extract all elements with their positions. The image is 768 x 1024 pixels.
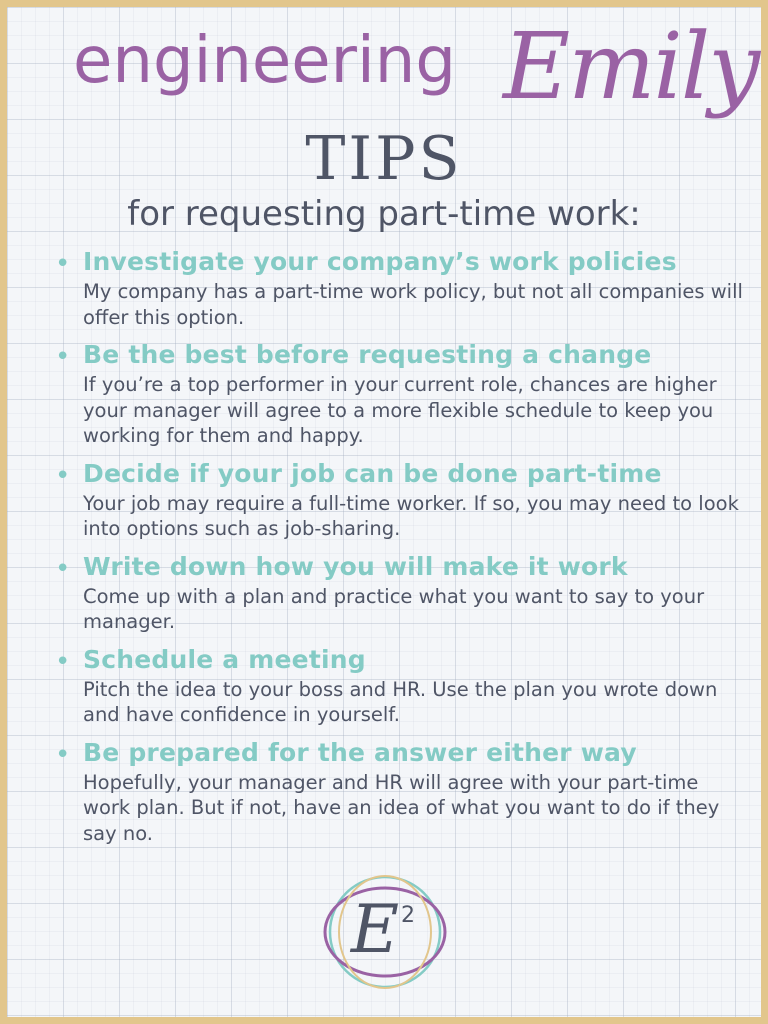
tip-body: Hopefully, your manager and HR will agree with your part-time work plan. But if not, have an idea of what you want to do if they say no. <box>83 770 720 845</box>
bullet-dot-icon: • <box>55 249 71 279</box>
page-title: TIPS <box>305 124 463 194</box>
tip-title: Be the best before requesting a change <box>83 340 652 369</box>
tip-title: Write down how you will make it work <box>83 551 628 581</box>
tip-body: If you’re a top performer in your current role, chances are higher your manager will agree to a more flexible schedule to keep you working for them and happy. <box>83 373 717 447</box>
tip-title: Decide if your job can be done part-time <box>83 458 662 488</box>
tip-body: Come up with a plan and practice what you want to say to your manager. <box>83 584 705 633</box>
logo-superscript: 2 <box>401 903 415 928</box>
tip-title: Schedule a meeting <box>83 644 366 674</box>
grid-paper-panel <box>7 7 761 1017</box>
logo-letter: E <box>350 891 400 968</box>
brand-word: engineering <box>73 24 456 98</box>
bullet-dot-icon: • <box>55 342 71 372</box>
list-item <box>55 459 745 542</box>
tip-body: My company has a part-time work policy, but not all companies will offer this option. <box>83 280 743 329</box>
tips-list <box>55 247 745 856</box>
tip-title: Be prepared for the answer either way <box>83 737 637 767</box>
tip-title: Investigate your company’s work policies <box>83 247 677 276</box>
list-item <box>55 247 745 330</box>
tip-body: Pitch the idea to your boss and HR. Use the plan you wrote down and have confidence in yourself. <box>83 677 718 726</box>
brand-script-name: Emily <box>503 13 759 120</box>
bullet-dot-icon: • <box>55 460 71 491</box>
list-item <box>55 645 745 728</box>
bullet-dot-icon: • <box>55 646 71 677</box>
list-item <box>55 340 745 449</box>
list-item <box>55 738 745 847</box>
tip-body: Your job may require a full-time worker. If so, you may need to look into options such as job-sharing. <box>83 491 739 540</box>
list-item <box>55 552 745 635</box>
e-squared-logo <box>321 873 449 991</box>
bullet-dot-icon: • <box>55 553 71 584</box>
bullet-dot-icon: • <box>55 739 71 770</box>
page-subtitle: for requesting part-time work: <box>127 194 641 234</box>
